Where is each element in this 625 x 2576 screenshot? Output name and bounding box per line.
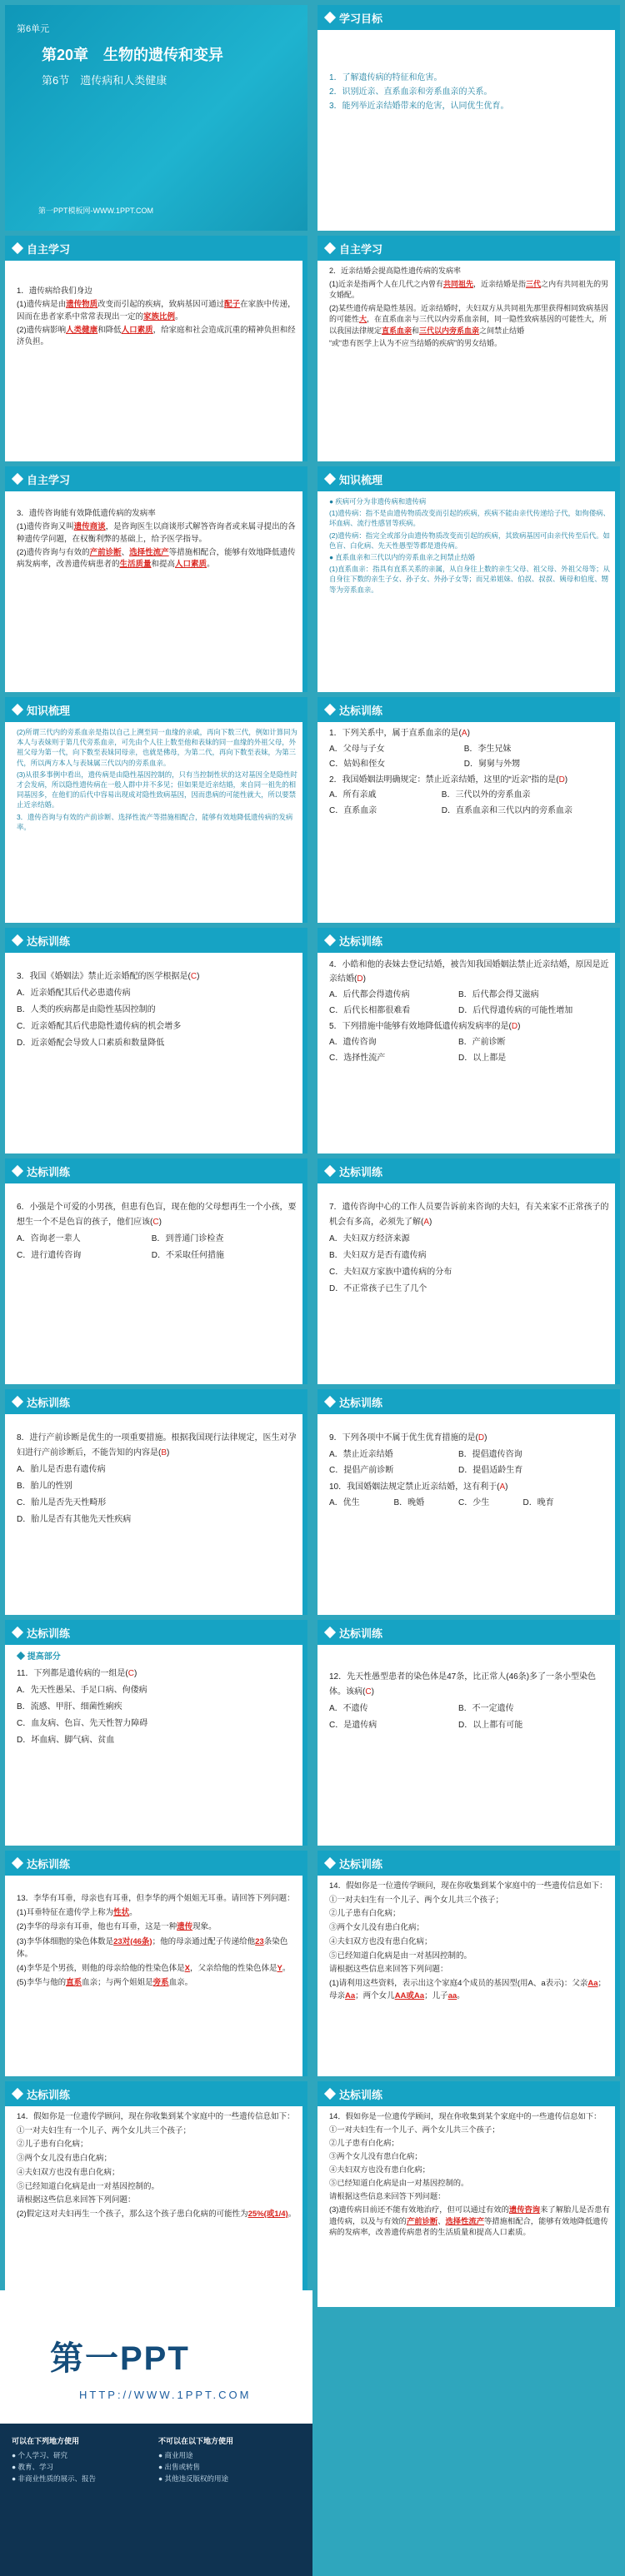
text-line: (2)遗传咨询与有效的产前诊断、选择性流产等措施相配合，能够有效地降低遗传病发病率，改善遗传病患者的生活质量和提高人口素质。 <box>17 547 296 569</box>
question: 4．小皓和他的表妹去登记结婚，被告知我国婚姻法禁止近亲结婚，原因是近亲结婚(D) <box>329 960 609 984</box>
text: ④夫妇双方也没有患白化病； <box>329 1936 432 1946</box>
slide-body <box>17 1431 298 1610</box>
text: ⑤已经知道白化病是由一对基因控制的。 <box>329 2178 469 2187</box>
answer: 遗传 <box>177 1922 193 1932</box>
slide-practice-4 <box>5 1158 308 1384</box>
options-row: C．后代长相都很难看 D．后代得遗传病的可能性增加 <box>329 1006 573 1015</box>
slide-practice-9 <box>318 1620 620 1846</box>
goals-list <box>329 72 610 226</box>
text: ②儿子患有白化病； <box>17 2140 88 2150</box>
option: A．夫妇双方经济来源 <box>329 1234 410 1243</box>
option: B．流感、甲肝、细菌性痢疾 <box>17 1702 122 1712</box>
diamond-icon <box>12 934 23 946</box>
slide-title: 达标训练 <box>339 1166 383 1178</box>
section-subtitle: ◆ 提高部分 <box>17 1652 61 1662</box>
slide-body <box>329 266 610 456</box>
text: 请根据这些信息来回答下列问题： <box>17 2195 136 2205</box>
slide-body <box>329 1881 610 2071</box>
usage-allowed <box>12 2435 153 2484</box>
text: 3．遗传咨询与有效的产前诊断、选择性流产等措施相配合，能够有效地降低遗传病的发病率。 <box>17 812 293 831</box>
text-line: (1)遗传病是由遗传物质改变而引起的疾病，致病基因可通过配子在家族中传递，因而在患者家系中常常表现出一定的家族比例。 <box>17 300 296 321</box>
question: 6．小强是个可爱的小男孩，但患有色盲，现在他的父母想再生一个小孩，要想生一个不是色盲的孩子，他们应该(C) <box>17 1203 297 1227</box>
slide-practice-2 <box>5 928 308 1153</box>
text: ①一对夫妇生有一个儿子、两个女儿共三个孩子； <box>329 1895 504 1905</box>
usage-item: ● 个人学习、研究 <box>12 2451 68 2460</box>
text: ④夫妇双方也没有患白化病； <box>329 2165 430 2174</box>
answer: A <box>499 1482 506 1492</box>
answer: 直系 <box>66 1978 82 1988</box>
question: 7．遗传咨询中心的工作人员要告诉前来咨询的夫妇，有关来家不正常孩子的机会有多高，必须先了解(A) <box>329 1203 609 1227</box>
side-bar <box>302 722 308 923</box>
answer: 共同祖先 <box>443 279 474 288</box>
slide-header <box>5 1620 308 1645</box>
slide-body <box>17 286 298 456</box>
slide-title: 达标训练 <box>27 2089 71 2101</box>
slide-practice-10 <box>5 1851 308 2076</box>
slide-title: 知识梳理 <box>339 474 383 486</box>
slide-knowledge-2 <box>5 697 308 923</box>
side-bar <box>615 953 620 1153</box>
answer: 遗传商谈 <box>73 522 106 532</box>
side-bar <box>615 1183 620 1384</box>
text-line: (1)请利用这些资料，表示出这个家庭4个成员的基因型(用A、a表示)：父亲Aa；母亲Aa；两个女儿AA或Aa；儿子aa。 <box>329 1979 607 2001</box>
slide-self-study-2 <box>318 236 620 461</box>
option: B．夫妇双方是否有遗传病 <box>329 1251 427 1260</box>
option: B．胎儿的性别 <box>17 1482 72 1491</box>
answer: 23对(46条) <box>113 1936 152 1946</box>
side-bar <box>302 953 308 1153</box>
text: (1)直系血亲：指具有直系关系的亲属，从自身往上数的亲生父母、祖父母、外祖父母等；从自身往下数的亲生子女、孙子女、外孙子女等；而兄弟姐妹、伯叔、叔叔、姨母和伯度、甥等为旁系血亲。 <box>329 565 610 594</box>
answer: 生活质量 <box>119 560 152 569</box>
slide-practice-3 <box>318 928 620 1153</box>
answer: Y <box>277 1963 282 1973</box>
usage-item: ● 其他违反版权的用途 <box>158 2474 228 2483</box>
text-line: (2)遗传病影响人类健康和降低人口素质，给家庭和社会造成沉重的精神负担和经济负担。 <box>17 325 296 346</box>
slide-header <box>5 1851 308 1876</box>
slide-title: 达标训练 <box>339 1397 383 1409</box>
slide-self-study-3 <box>5 466 308 692</box>
text-line: (2)假定这对夫妇再生一个孩子，那么这个孩子患白化病的可能性为25%(或1/4)。 <box>17 2210 297 2220</box>
slide-header <box>318 1620 620 1645</box>
answer: 三代以内旁系血亲 <box>419 326 480 335</box>
question: 11．下列都是遗传病的一组是(C) <box>17 1669 138 1678</box>
text-line: (1)近亲是指两个人在几代之内曾有共同祖先，近亲结婚是指三代之内有共同祖先的男女婚配。 <box>329 279 609 299</box>
option: C．胎儿是否先天性畸形 <box>17 1498 107 1507</box>
slide-practice-11 <box>318 1851 620 2076</box>
text: (2)遗传病：指完全或部分由遗传物质改变而引起的疾病，其致病基因可由亲代传至后代。如色盲、白化病、先天性愚型等都是遗传病。 <box>329 531 610 550</box>
text-line: (3)遗传病目前还不能有效地治疗，但可以通过有效的遗传咨询来了解胎儿是否患有遗传病，以及与有效的产前诊断、选择性流产等措施相配合，能够有效地降低遗传病的发病率，改善遗传病患者的生活质量和提高人口素质。 <box>329 2205 610 2237</box>
text: (1)遗传病：指不是由遗传物质改变而引起的疾病，疾病不能由亲代传递给子代，如佝偻病、坏血病、流行性感冒等疾病。 <box>329 509 610 528</box>
option: D．胎儿是否有其他先天性疾病 <box>17 1515 132 1524</box>
slide-body <box>17 1200 298 1379</box>
usage-forbidden <box>158 2435 300 2484</box>
answer: Aa <box>345 1991 356 2001</box>
usage-item: ● 商业用途 <box>158 2451 193 2460</box>
slide-title: 达标训练 <box>339 1858 383 1871</box>
brand-logo: 第一PPT <box>50 2340 190 2377</box>
options-row: A．咨询老一辈人 B．到普通门诊检查 <box>17 1234 224 1243</box>
slide-body <box>329 1200 610 1379</box>
text: (3)从很多事例中看出，遗传病是由隐性基因控制的，只有当控制性状的这对基因全是隐性时才会发病，所以隐性遗传病在一般人群中并不多见；但如果是近亲结婚，来自同一祖先的相同基因多，在他们的后代中容易出现成对隐性致病基因，因而患病的可能性就大，所以要禁止近亲结婚。 <box>17 770 298 810</box>
slide-final <box>0 2290 312 2576</box>
answer: 直系血亲 <box>382 326 412 335</box>
side-bar <box>615 1876 620 2076</box>
side-bar <box>615 30 620 231</box>
diamond-icon <box>324 473 336 485</box>
diamond-icon <box>324 704 336 715</box>
text: 14．假如你是一位遗传学顾问，现在你收集到某个家庭中的一些遗传信息如下： <box>17 2112 295 2121</box>
option: D．不正常孩子已生了几个 <box>329 1284 428 1293</box>
brand-url: HTTP://WWW.1PPT.COM <box>79 2389 252 2401</box>
diamond-icon <box>324 1627 336 1638</box>
answer: AA或Aa <box>394 1991 425 2001</box>
slide-title: 学习目标 <box>339 12 383 25</box>
diamond-icon <box>324 242 336 254</box>
cover-chapter-title: 第20章 生物的遗传和变异 <box>42 47 224 63</box>
slide-title: 达标训练 <box>339 1627 383 1640</box>
usage-forbidden-title: 不可以在以下地方使用 <box>158 2437 234 2445</box>
side-bar <box>302 1183 308 1384</box>
diamond-icon <box>12 1627 23 1638</box>
side-bar <box>302 1414 308 1615</box>
text: ②儿子患有白化病； <box>329 2138 399 2147</box>
answer: C <box>365 1687 372 1697</box>
slide-header <box>318 1158 620 1183</box>
answer: C <box>190 972 198 981</box>
slide-body <box>17 1650 298 1841</box>
text: ③两个女儿没有患白化病； <box>17 2154 112 2164</box>
cover-section-title: 第6节 遗传病和人类健康 <box>42 74 168 87</box>
slide-title: 自主学习 <box>27 243 71 256</box>
diamond-icon <box>324 2088 336 2100</box>
answer: 23 <box>255 1936 264 1946</box>
text: ③两个女儿没有患白化病； <box>329 1923 425 1933</box>
answer: 遗传物质 <box>66 300 98 310</box>
answer: A <box>461 729 468 738</box>
text-line: (1)耳垂特征在遗传学上称为性状。 <box>17 1908 138 1918</box>
option: C．夫妇双方家族中遗传病的分布 <box>329 1268 452 1277</box>
slide-practice-12 <box>5 2081 308 2307</box>
option: D．坏血病、脚气病、贫血 <box>17 1736 115 1745</box>
text-line: (1)遗传咨询又叫遗传商谈，是咨询医生以商谈形式解答咨询者或来属寻提出的各种遗传学问题，在权衡利弊的基础上，给予医学指导。 <box>17 522 296 544</box>
text: 请根据这些信息来回答下列问题： <box>329 1965 448 1975</box>
text: “或“患有医学上认为不应当结婚的疾病”的男女结婚。 <box>329 339 502 347</box>
answer: 家族比例 <box>143 311 176 321</box>
slide-body <box>17 969 298 1148</box>
slide-body <box>17 508 298 687</box>
answer: 三代 <box>526 279 542 288</box>
answer: D <box>357 974 363 984</box>
diamond-icon <box>12 1396 23 1408</box>
side-bar <box>615 722 620 923</box>
goal-item: 1．了解遗传病的特征和危害。 <box>329 73 442 82</box>
slide-header <box>318 5 620 30</box>
option: D．近亲婚配会导致人口素质和数量降低 <box>17 1039 165 1048</box>
text: 1．遗传病给我们身边 <box>17 286 92 296</box>
slide-body <box>329 1670 610 1841</box>
slide-title: 达标训练 <box>339 935 383 948</box>
answer: C <box>128 1669 134 1678</box>
text-line: (2)李华的母亲有耳垂，他也有耳垂，这是一种遗传现象。 <box>17 1922 217 1932</box>
goal-item: 3．能列举近亲结婚带来的危害，认同优生优育。 <box>329 102 509 111</box>
side-bar <box>615 1645 620 1846</box>
answer: 选择性流产 <box>445 2216 484 2225</box>
slide-header <box>5 466 308 491</box>
text: 13．李华有耳垂，母亲也有耳垂，但李华的两个姐姐无耳垂。请回答下列问题： <box>17 1894 295 1903</box>
side-bar <box>615 2106 620 2307</box>
text: ③两个女儿没有患白化病； <box>329 2151 422 2160</box>
text: ● 疾病可分为非遗传病和遗传病 <box>329 497 427 506</box>
slide-title: 达标训练 <box>339 705 383 717</box>
side-bar <box>302 2106 308 2307</box>
text: 请根据这些信息来回答下列问题： <box>329 2191 446 2200</box>
question: 8．进行产前诊断是优生的一项重要措施。根据我国现行法律规定，医生对孕妇进行产前诊断后，不能告知的内容是(B) <box>17 1433 297 1457</box>
option: B．人类的疾病都是由隐性基因控制的 <box>17 1005 156 1014</box>
slide-header <box>318 697 620 722</box>
options-row: C．是遗传病 D．以上都有可能 <box>329 1721 523 1730</box>
answer: 遗传咨询 <box>508 2205 541 2214</box>
side-bar <box>302 261 308 461</box>
slide-practice-7 <box>318 1389 620 1615</box>
slide-title: 达标训练 <box>27 1858 71 1871</box>
side-bar <box>302 1645 308 1846</box>
slide-body <box>329 2111 610 2302</box>
goal-item: 2．识别近亲、直系血亲和旁系血亲的关系。 <box>329 87 492 97</box>
answer: 选择性流产 <box>129 547 169 557</box>
usage-panel <box>0 2424 312 2576</box>
slide-title: 达标训练 <box>339 2089 383 2101</box>
options-row: C．进行遗传咨询 D．不采取任何措施 <box>17 1251 224 1260</box>
answer: 人口素质 <box>121 325 153 335</box>
options-row: C．提倡产前诊断 D．提倡适龄生育 <box>329 1466 523 1475</box>
slide-practice-8 <box>5 1620 308 1846</box>
side-bar <box>302 491 308 692</box>
slide-body <box>329 727 610 918</box>
text-line: (4)李华是个男孩，则他的母亲给他的性染色体是X，父亲给他的性染色体是Y。 <box>17 1963 291 1973</box>
diamond-icon <box>324 1396 336 1408</box>
usage-item: ● 教育、学习 <box>12 2462 53 2471</box>
diamond-icon <box>12 473 23 485</box>
usage-item: ● 出售或转售 <box>158 2462 200 2471</box>
answer: 大 <box>359 315 368 323</box>
answer: D <box>511 1022 518 1031</box>
slide-header <box>318 1851 620 1876</box>
answer: 配子 <box>224 300 241 310</box>
text: 14．假如你是一位遗传学顾问，现在你收集到某个家庭中的一些遗传信息如下： <box>329 1881 608 1891</box>
option: A．先天性愚呆、手足口病、佝偻病 <box>17 1686 148 1695</box>
options-row: A．所有亲戚 B．三代以外的旁系血亲 <box>329 790 531 800</box>
slide-header <box>318 2081 620 2106</box>
text: ⑤已经知道白化病是由一对基因控制的。 <box>329 1951 472 1961</box>
slide-header <box>318 236 620 261</box>
text: ④夫妇双方也没有患白化病； <box>17 2167 120 2177</box>
answer: 产前诊断 <box>89 547 122 557</box>
answer: D <box>558 775 565 785</box>
slide-header <box>318 1389 620 1414</box>
usage-allowed-title: 可以在下列地方使用 <box>12 2437 80 2445</box>
slide-cover <box>5 5 308 231</box>
question: 12．先天性愚型患者的染色体是47条，比正常人(46条)多了一条小型染色体。该病(C) <box>329 1672 597 1697</box>
text: ● 直系血亲和三代以内的旁系血亲之间禁止结婚 <box>329 552 475 561</box>
diamond-icon <box>12 2088 23 2100</box>
options-row: A．父母与子女 B．李生兄妹 <box>329 744 512 754</box>
diamond-icon <box>324 1857 336 1869</box>
slide-practice-6 <box>5 1389 308 1615</box>
question: 1．下列关系中，属于直系血亲的是(A) <box>329 729 470 738</box>
answer: 产前诊断 <box>406 2216 438 2225</box>
answer: 性状 <box>113 1908 130 1918</box>
text: ②儿子患有白化病； <box>329 1909 401 1919</box>
diamond-icon <box>324 1165 336 1177</box>
slide-header <box>5 236 308 261</box>
question: 2．我国婚姻法明确规定：禁止近亲结婚，这里的“近亲”指的是(D) <box>329 775 568 785</box>
text: (2)所谓三代内的旁系血亲是指以自己上溯至同一血缘的亲戚，再向下数三代，例如计算同为本人与表妹则于第几代旁系血亲，可先由个人往上数至他和表妹的同一血缘的外祖父母，外祖父母为第一代，向下数至表妹同母亲，也就是佛母，为第二代，再向下数至表妹，为第三代，所以两方本人与表妹属三代以内的旁系血亲。 <box>17 728 298 767</box>
slide-goals <box>318 5 620 231</box>
answer: Aa <box>588 1979 598 1989</box>
slide-practice-5 <box>318 1158 620 1384</box>
slide-header <box>318 466 620 491</box>
slide-title: 达标训练 <box>27 1397 71 1409</box>
cover-footer: 第一PPT模板网-WWW.1PPT.COM <box>38 207 153 215</box>
cover-unit: 第6单元 <box>17 24 50 34</box>
side-bar <box>302 1876 308 2076</box>
slide-title: 达标训练 <box>27 935 71 948</box>
cover-content <box>17 22 296 87</box>
text-line: (2)某些遗传病是隐性基因。近亲结婚时，夫妇双方从共同祖先那里获得相同致病基因的可能性大，在直系血亲与三代以内旁系血亲间，同一隐性致病基因的可能性大，所以我国法律规定直系血亲和三代以内旁系血亲之间禁止结婚 <box>329 303 609 335</box>
question: 9．下列各项中不属于优生优育措施的是(D) <box>329 1433 488 1442</box>
slide-header <box>5 928 308 953</box>
text-line: (5)李华与他的直系血亲；与两个姐姐是旁系血亲。 <box>17 1978 193 1988</box>
slide-practice-1 <box>318 697 620 923</box>
options-row: A．禁止近亲结婚 B．提倡遗传咨询 <box>329 1449 522 1459</box>
answer: 人口素质 <box>175 560 208 569</box>
options-row: C．选择性流产 D．以上都是 <box>329 1054 507 1063</box>
slide-body <box>17 1892 298 2071</box>
slide-body <box>17 2111 298 2302</box>
usage-item: ● 非商业性质的展示、报告 <box>12 2474 96 2483</box>
slide-body <box>329 496 610 687</box>
slide-header <box>5 2081 308 2106</box>
slide-title: 自主学习 <box>27 474 71 486</box>
text: 14．假如你是一位遗传学顾问，现在你收集到某个家庭中的一些遗传信息如下： <box>329 2112 602 2120</box>
diamond-icon <box>12 1857 23 1869</box>
answer: aa <box>448 1991 458 2001</box>
slide-knowledge-1 <box>318 466 620 692</box>
option: C．近亲婚配其后代患隐性遗传病的机会增多 <box>17 1022 182 1031</box>
text: ①一对夫妇生有一个儿子、两个女儿共三个孩子； <box>329 2125 500 2134</box>
diamond-icon <box>324 12 336 23</box>
question: 3．我国《婚姻法》禁止近亲婚配的医学根据是(C) <box>17 972 200 981</box>
diamond-icon <box>324 934 336 946</box>
slide-header <box>5 1389 308 1414</box>
answer: 旁系 <box>152 1978 169 1988</box>
slide-header <box>5 697 308 722</box>
side-bar <box>615 491 620 692</box>
diamond-icon <box>12 1165 23 1177</box>
text: ①一对夫妇生有一个儿子、两个女儿共三个孩子； <box>17 2125 192 2135</box>
answer: A <box>423 1218 430 1227</box>
option: A．近亲婚配其后代必患遗传病 <box>17 989 131 998</box>
answer: D <box>478 1433 485 1442</box>
answer: 人类健康 <box>66 325 98 335</box>
answer: B <box>161 1448 168 1457</box>
question: 10．我国婚姻法规定禁止近亲结婚，这有利于(A) <box>329 1482 508 1492</box>
diamond-icon <box>12 704 23 715</box>
slide-title: 知识梳理 <box>27 705 71 717</box>
diamond-icon <box>12 242 23 254</box>
options-row: A．优生 B．晚婚 C．少生 D．晚育 <box>329 1498 554 1507</box>
text: ⑤已经知道白化病是由一对基因控制的。 <box>17 2181 160 2191</box>
side-bar <box>615 261 620 461</box>
text-line: (3)李华体细胞的染色体数是23对(46条)；他的母亲通过配子传递给他23条染色体。 <box>17 1936 288 1959</box>
text: 3．遗传咨询能有效降低遗传病的发病率 <box>17 509 156 518</box>
options-row: A．不遗传 B．不一定遗传 <box>329 1704 514 1713</box>
slide-title: 自主学习 <box>339 243 383 256</box>
option: A．胎儿是否患有遗传病 <box>17 1465 106 1474</box>
slide-header <box>5 1158 308 1183</box>
answer: 25%(或1/4) <box>248 2210 288 2220</box>
slide-body <box>329 958 610 1148</box>
options-row: C．直系血亲 D．直系血亲和三代以内的旁系血亲 <box>329 805 573 815</box>
options-row: A．遗传咨询 B．产前诊断 <box>329 1038 506 1047</box>
slide-title: 达标训练 <box>27 1627 71 1640</box>
slide-body <box>329 1431 610 1610</box>
slide-title: 达标训练 <box>27 1166 71 1178</box>
slide-practice-13 <box>318 2081 620 2307</box>
slide-header <box>318 928 620 953</box>
options-row: C．姑妈和侄女 D．舅舅与外甥 <box>329 760 520 769</box>
answer: X <box>184 1963 190 1973</box>
answer: C <box>152 1218 159 1227</box>
text: 2．近亲结婚会提高隐性遗传病的发病率 <box>329 267 462 275</box>
slide-self-study-1 <box>5 236 308 461</box>
side-bar <box>615 1414 620 1615</box>
question: 5．下列措施中能够有效地降低遗传病发病率的是(D) <box>329 1022 521 1031</box>
option: C．血友病、色盲、先天性智力障碍 <box>17 1719 148 1728</box>
options-row: A．后代都会得遗传病 B．后代都会得艾滋病 <box>329 990 539 999</box>
slide-body <box>17 727 298 918</box>
